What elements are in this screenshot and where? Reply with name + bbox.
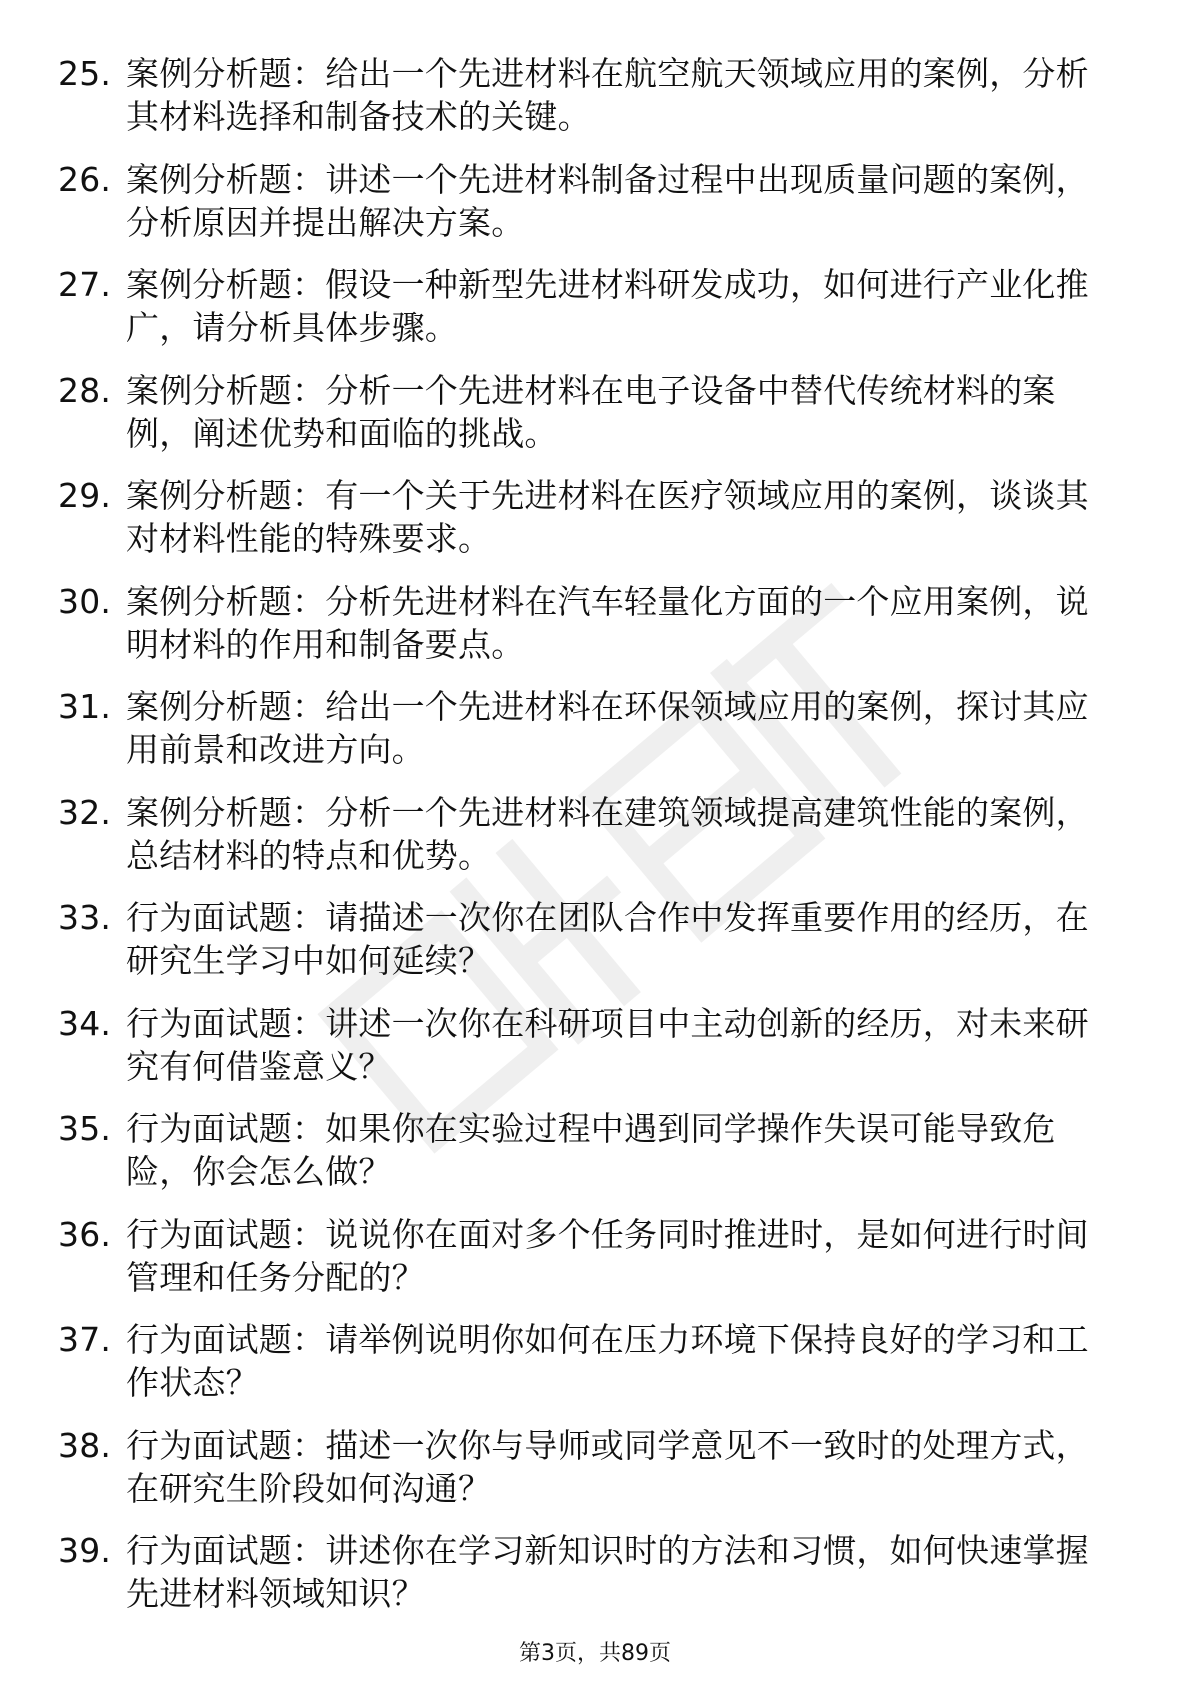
question-number: 25. [58,54,112,93]
question-item [58,1529,1118,1615]
question-item [58,158,1118,244]
question-text: 案例分析题：分析先进材料在汽车轻量化方面的一个应用案例，说明材料的作用和制备要点。 [126,581,1089,664]
question-number: 34. [58,1003,112,1043]
question-text: 行为面试题：描述一次你与导师或同学意见不一致时的处理方式，在研究生阶段如何沟通？ [126,1425,1089,1508]
question-number: 28. [58,370,112,410]
question-item [58,1002,1118,1088]
question-text: 行为面试题：如果你在实验过程中遇到同学操作失误可能导致危险，你会怎么做？ [126,1109,1056,1191]
question-item [58,1424,1118,1510]
question-item [58,1107,1118,1193]
question-text: 行为面试题：讲述一次你在科研项目中主动创新的经历，对未来研究有何借鉴意义？ [126,1003,1089,1086]
question-number: 26. [58,159,112,199]
question-list [58,52,1118,1635]
question-text: 案例分析题：给出一个先进材料在航空航天领域应用的案例，分析其材料选择和制备技术的关键。 [126,54,1089,136]
question-number: 38. [58,1425,112,1465]
question-text: 案例分析题：给出一个先进材料在环保领域应用的案例，探讨其应用前景和改进方向。 [126,687,1089,769]
question-item [58,52,1118,138]
question-number: 32. [58,792,112,832]
page-footer [0,1636,1190,1667]
question-number: 33. [58,898,112,937]
question-number: 39. [58,1531,112,1570]
question-item [58,474,1118,560]
question-item [58,1213,1118,1299]
question-number: 30. [58,581,112,621]
question-text: 行为面试题：请举例说明你如何在压力环境下保持良好的学习和工作状态？ [126,1320,1089,1402]
question-text: 案例分析题：分析一个先进材料在电子设备中替代传统材料的案例，阐述优势和面临的挑战。 [126,370,1056,453]
question-text: 行为面试题：请描述一次你在团队合作中发挥重要作用的经历，在研究生学习中如何延续？ [126,898,1089,980]
question-item [58,685,1118,771]
question-text: 行为面试题：讲述你在学习新知识时的方法和习惯，如何快速掌握先进材料领域知识？ [126,1531,1089,1613]
question-item [58,896,1118,982]
question-item [58,263,1118,349]
question-number: 31. [58,687,112,726]
question-text: 案例分析题：分析一个先进材料在建筑领域提高建筑性能的案例，总结材料的特点和优势。 [126,792,1089,875]
question-item [58,580,1118,666]
question-number: 37. [58,1320,112,1359]
question-item [58,791,1118,877]
question-text: 行为面试题：说说你在面对多个任务同时推进时，是如何进行时间管理和任务分配的？ [126,1214,1089,1297]
question-item [58,369,1118,455]
page-number-label: 第3页，共89页 [519,1641,671,1666]
question-number: 27. [58,265,112,304]
question-text: 案例分析题：有一个关于先进材料在医疗领域应用的案例，谈谈其对材料性能的特殊要求。 [126,476,1089,558]
question-number: 35. [58,1109,112,1148]
question-number: 29. [58,476,112,515]
question-number: 36. [58,1214,112,1254]
question-item [58,1318,1118,1404]
question-text: 案例分析题：假设一种新型先进材料研发成功，如何进行产业化推广，请分析具体步骤。 [126,265,1089,347]
question-text: 案例分析题：讲述一个先进材料制备过程中出现质量问题的案例，分析原因并提出解决方案。 [126,159,1089,242]
